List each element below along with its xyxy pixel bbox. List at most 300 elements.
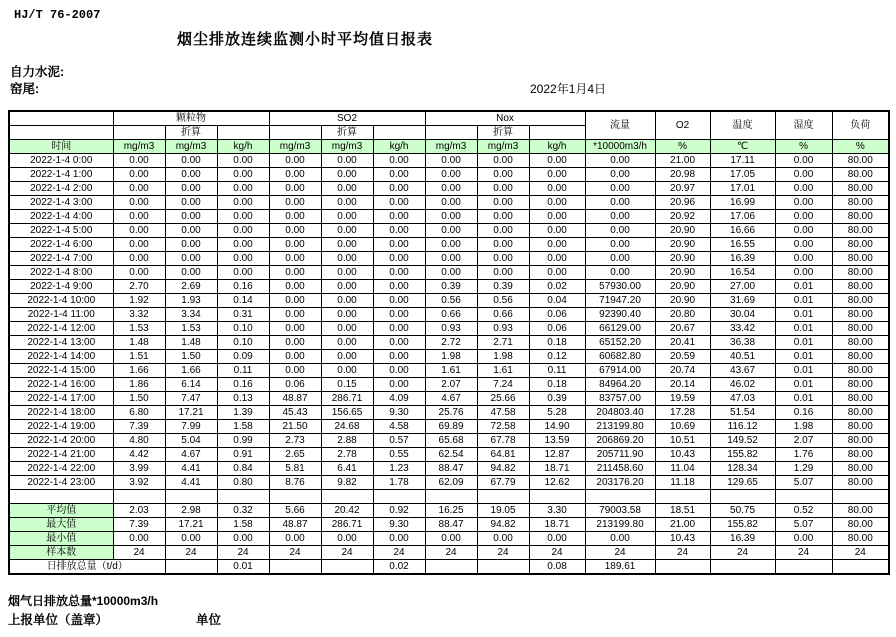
value-cell: 0.00: [113, 196, 165, 210]
value-cell: 62.09: [425, 476, 477, 490]
value-cell: 80.00: [832, 280, 889, 294]
value-cell: 20.90: [655, 280, 710, 294]
empty-cell: [832, 490, 889, 504]
value-cell: 0.00: [477, 182, 529, 196]
value-cell: 1.93: [165, 294, 217, 308]
unit-header: kg/h: [529, 140, 585, 154]
value-cell: 80.00: [832, 434, 889, 448]
value-cell: [321, 560, 373, 575]
value-cell: 206869.20: [585, 434, 655, 448]
value-cell: 0.00: [113, 210, 165, 224]
unit-header: mg/m3: [165, 140, 217, 154]
value-cell: 0.00: [373, 322, 425, 336]
value-cell: 204803.40: [585, 406, 655, 420]
value-cell: 47.58: [477, 406, 529, 420]
value-cell: 0.01: [775, 378, 832, 392]
value-cell: 0.00: [775, 154, 832, 168]
value-cell: 79003.58: [585, 504, 655, 518]
time-cell: 2022-1-4 11:00: [9, 308, 113, 322]
value-cell: 0.00: [775, 532, 832, 546]
value-cell: 0.00: [529, 224, 585, 238]
unit-header: *10000m3/h: [585, 140, 655, 154]
value-cell: 20.90: [655, 238, 710, 252]
value-cell: 30.04: [710, 308, 775, 322]
value-cell: 13.59: [529, 434, 585, 448]
value-cell: 0.00: [529, 532, 585, 546]
value-cell: 27.00: [710, 280, 775, 294]
value-cell: 0.00: [585, 238, 655, 252]
col-header-temp: 温度: [710, 111, 775, 140]
table-row: [9, 280, 889, 294]
value-cell: 80.00: [832, 476, 889, 490]
value-cell: 10.43: [655, 532, 710, 546]
value-cell: 33.42: [710, 322, 775, 336]
value-cell: 4.41: [165, 462, 217, 476]
table-row: [9, 336, 889, 350]
value-cell: 20.80: [655, 308, 710, 322]
value-cell: 0.00: [529, 210, 585, 224]
value-cell: 51.54: [710, 406, 775, 420]
value-cell: 0.31: [217, 308, 269, 322]
doc-code: HJ/T 76-2007: [14, 8, 101, 22]
value-cell: 0.00: [113, 182, 165, 196]
value-cell: 0.00: [217, 532, 269, 546]
value-cell: 0.08: [529, 560, 585, 575]
value-cell: 67.78: [477, 434, 529, 448]
value-cell: 0.01: [217, 560, 269, 575]
value-cell: 20.98: [655, 168, 710, 182]
value-cell: 25.66: [477, 392, 529, 406]
summary-label-cell: 最小值: [9, 532, 113, 546]
table-row: [9, 434, 889, 448]
value-cell: 94.82: [477, 518, 529, 532]
spacer-cell: [9, 126, 113, 140]
empty-cell: [269, 490, 321, 504]
value-cell: 48.87: [269, 392, 321, 406]
value-cell: 0.00: [425, 154, 477, 168]
time-cell: 2022-1-4 14:00: [9, 350, 113, 364]
value-cell: 20.90: [655, 266, 710, 280]
value-cell: 0.00: [217, 224, 269, 238]
value-cell: 2.69: [165, 280, 217, 294]
value-cell: [655, 560, 710, 575]
value-cell: 0.00: [529, 238, 585, 252]
summary-row: [9, 518, 889, 532]
value-cell: 0.13: [217, 392, 269, 406]
value-cell: 0.00: [113, 238, 165, 252]
value-cell: 80.00: [832, 350, 889, 364]
time-cell: 2022-1-4 6:00: [9, 238, 113, 252]
value-cell: 21.50: [269, 420, 321, 434]
value-cell: 2.71: [477, 336, 529, 350]
time-cell: 2022-1-4 18:00: [9, 406, 113, 420]
value-cell: 0.16: [217, 280, 269, 294]
table-row: [9, 252, 889, 266]
value-cell: 0.00: [373, 210, 425, 224]
value-cell: 0.00: [269, 350, 321, 364]
summary-label-cell: 最大值: [9, 518, 113, 532]
value-cell: 0.00: [321, 224, 373, 238]
empty-cell: [425, 490, 477, 504]
value-cell: 31.69: [710, 294, 775, 308]
value-cell: 0.84: [217, 462, 269, 476]
table-row: [9, 210, 889, 224]
value-cell: 11.18: [655, 476, 710, 490]
value-cell: 1.61: [477, 364, 529, 378]
value-cell: 1.86: [113, 378, 165, 392]
value-cell: 0.01: [775, 392, 832, 406]
value-cell: 0.00: [373, 266, 425, 280]
value-cell: 1.58: [217, 420, 269, 434]
value-cell: 80.00: [832, 406, 889, 420]
table-row: [9, 378, 889, 392]
empty-cell: [655, 490, 710, 504]
empty-cell: [9, 490, 113, 504]
value-cell: 0.00: [113, 266, 165, 280]
value-cell: 40.51: [710, 350, 775, 364]
value-cell: 211458.60: [585, 462, 655, 476]
value-cell: 0.00: [321, 210, 373, 224]
summary-row: [9, 546, 889, 560]
spacer-cell: [425, 126, 477, 140]
value-cell: 3.30: [529, 504, 585, 518]
value-cell: 0.91: [217, 448, 269, 462]
value-cell: 0.99: [217, 434, 269, 448]
table-row: [9, 448, 889, 462]
value-cell: 24: [321, 546, 373, 560]
value-cell: 24: [710, 546, 775, 560]
value-cell: 80.00: [832, 308, 889, 322]
table-row: [9, 364, 889, 378]
value-cell: 0.00: [321, 196, 373, 210]
value-cell: 0.00: [269, 280, 321, 294]
value-cell: 16.54: [710, 266, 775, 280]
time-cell: 2022-1-4 16:00: [9, 378, 113, 392]
value-cell: 7.39: [113, 420, 165, 434]
spacer-cell: [269, 126, 321, 140]
value-cell: 71947.20: [585, 294, 655, 308]
value-cell: 0.00: [165, 266, 217, 280]
value-cell: [710, 560, 775, 575]
value-cell: 5.28: [529, 406, 585, 420]
value-cell: 6.14: [165, 378, 217, 392]
value-cell: 0.00: [585, 252, 655, 266]
value-cell: 0.00: [373, 196, 425, 210]
value-cell: 72.58: [477, 420, 529, 434]
value-cell: 5.07: [775, 476, 832, 490]
value-cell: 0.00: [775, 238, 832, 252]
value-cell: 0.00: [425, 252, 477, 266]
col-header-flow: 流量: [585, 111, 655, 140]
daily-total-row: [9, 560, 889, 575]
value-cell: 0.39: [529, 392, 585, 406]
value-cell: 88.47: [425, 462, 477, 476]
value-cell: 0.00: [269, 266, 321, 280]
value-cell: 0.00: [775, 196, 832, 210]
value-cell: 24: [217, 546, 269, 560]
value-cell: 1.39: [217, 406, 269, 420]
value-cell: 0.00: [269, 210, 321, 224]
company-label: 自力水泥:: [10, 65, 65, 79]
value-cell: 0.00: [477, 196, 529, 210]
value-cell: 62.54: [425, 448, 477, 462]
spacer-cell: [373, 126, 425, 140]
value-cell: 1.48: [165, 336, 217, 350]
value-cell: 2.65: [269, 448, 321, 462]
value-cell: 0.01: [775, 364, 832, 378]
value-cell: 94.82: [477, 462, 529, 476]
value-cell: 20.90: [655, 224, 710, 238]
value-cell: 80.00: [832, 196, 889, 210]
value-cell: 0.00: [269, 252, 321, 266]
value-cell: 203176.20: [585, 476, 655, 490]
value-cell: 8.76: [269, 476, 321, 490]
value-cell: 0.92: [373, 504, 425, 518]
value-cell: 0.00: [775, 210, 832, 224]
value-cell: 20.90: [655, 294, 710, 308]
table-row: [9, 168, 889, 182]
value-cell: 0.18: [529, 378, 585, 392]
unit-header: mg/m3: [477, 140, 529, 154]
time-cell: 2022-1-4 21:00: [9, 448, 113, 462]
value-cell: [425, 560, 477, 575]
empty-cell: [710, 490, 775, 504]
value-cell: 0.00: [477, 238, 529, 252]
value-cell: 0.14: [217, 294, 269, 308]
value-cell: [269, 560, 321, 575]
table-row: [9, 238, 889, 252]
value-cell: 0.00: [217, 168, 269, 182]
time-cell: 2022-1-4 0:00: [9, 154, 113, 168]
value-cell: 0.01: [775, 280, 832, 294]
value-cell: 0.00: [775, 182, 832, 196]
value-cell: 0.00: [477, 168, 529, 182]
time-cell: 2022-1-4 3:00: [9, 196, 113, 210]
spacer-cell: [217, 126, 269, 140]
value-cell: 19.59: [655, 392, 710, 406]
value-cell: 20.59: [655, 350, 710, 364]
value-cell: [775, 560, 832, 575]
value-cell: 1.78: [373, 476, 425, 490]
value-cell: 3.92: [113, 476, 165, 490]
empty-cell: [775, 490, 832, 504]
value-cell: 0.00: [321, 308, 373, 322]
time-cell: 2022-1-4 15:00: [9, 364, 113, 378]
unit-header: kg/h: [373, 140, 425, 154]
value-cell: 1.53: [165, 322, 217, 336]
value-cell: 80.00: [832, 210, 889, 224]
value-cell: 0.11: [529, 364, 585, 378]
value-cell: 80.00: [832, 224, 889, 238]
value-cell: 0.00: [775, 168, 832, 182]
value-cell: 1.48: [113, 336, 165, 350]
time-cell: 2022-1-4 8:00: [9, 266, 113, 280]
value-cell: 4.42: [113, 448, 165, 462]
value-cell: 149.52: [710, 434, 775, 448]
value-cell: 6.80: [113, 406, 165, 420]
value-cell: 0.32: [217, 504, 269, 518]
unit-header: %: [775, 140, 832, 154]
value-cell: 1.50: [165, 350, 217, 364]
value-cell: 25.76: [425, 406, 477, 420]
value-cell: 0.01: [775, 322, 832, 336]
time-header-spacer: [9, 111, 113, 126]
value-cell: 65.68: [425, 434, 477, 448]
value-cell: 0.00: [217, 210, 269, 224]
value-cell: 17.21: [165, 518, 217, 532]
value-cell: 0.55: [373, 448, 425, 462]
value-cell: 0.00: [321, 238, 373, 252]
time-cell: 2022-1-4 22:00: [9, 462, 113, 476]
value-cell: [477, 560, 529, 575]
value-cell: 0.00: [585, 168, 655, 182]
value-cell: 46.02: [710, 378, 775, 392]
value-cell: 14.90: [529, 420, 585, 434]
value-cell: 24: [425, 546, 477, 560]
value-cell: 4.58: [373, 420, 425, 434]
value-cell: 0.00: [477, 154, 529, 168]
value-cell: 1.98: [775, 420, 832, 434]
spacer-cell: [529, 126, 585, 140]
value-cell: 0.00: [113, 154, 165, 168]
time-cell: 2022-1-4 13:00: [9, 336, 113, 350]
value-cell: 2.07: [425, 378, 477, 392]
value-cell: 0.00: [529, 168, 585, 182]
value-cell: 0.00: [165, 168, 217, 182]
value-cell: 3.99: [113, 462, 165, 476]
empty-cell: [373, 490, 425, 504]
unit-header: mg/m3: [425, 140, 477, 154]
header-row-groups: [9, 111, 889, 126]
value-cell: 0.00: [775, 224, 832, 238]
value-cell: 0.00: [775, 252, 832, 266]
page-title: 烟尘排放连续监测小时平均值日报表: [176, 31, 433, 48]
empty-cell: [321, 490, 373, 504]
value-cell: 24.68: [321, 420, 373, 434]
value-cell: 10.51: [655, 434, 710, 448]
empty-cell: [585, 490, 655, 504]
value-cell: 0.56: [477, 294, 529, 308]
value-cell: 0.10: [217, 322, 269, 336]
value-cell: 0.09: [217, 350, 269, 364]
daily-total-label: 日排放总量（t/d）: [9, 560, 165, 575]
col-header-pm: 颗粒物: [113, 111, 269, 126]
value-cell: 80.00: [832, 364, 889, 378]
value-cell: 2.72: [425, 336, 477, 350]
value-cell: 1.92: [113, 294, 165, 308]
table-row: [9, 294, 889, 308]
value-cell: 24: [585, 546, 655, 560]
value-cell: 6.41: [321, 462, 373, 476]
value-cell: 0.00: [269, 336, 321, 350]
value-cell: 5.81: [269, 462, 321, 476]
value-cell: 0.10: [217, 336, 269, 350]
value-cell: 0.00: [321, 280, 373, 294]
col-header-load: 负荷: [832, 111, 889, 140]
value-cell: 0.00: [321, 252, 373, 266]
value-cell: 0.00: [269, 196, 321, 210]
value-cell: 0.18: [529, 336, 585, 350]
table-row: [9, 476, 889, 490]
value-cell: 20.14: [655, 378, 710, 392]
value-cell: 20.42: [321, 504, 373, 518]
time-cell: 2022-1-4 20:00: [9, 434, 113, 448]
value-cell: 0.02: [373, 560, 425, 575]
value-cell: 2.07: [775, 434, 832, 448]
value-cell: 1.98: [425, 350, 477, 364]
value-cell: 0.00: [477, 210, 529, 224]
col-header-humidity: 湿度: [775, 111, 832, 140]
value-cell: 10.43: [655, 448, 710, 462]
value-cell: 0.00: [373, 294, 425, 308]
value-cell: 0.80: [217, 476, 269, 490]
value-cell: 1.50: [113, 392, 165, 406]
value-cell: 0.00: [373, 182, 425, 196]
value-cell: 0.00: [477, 266, 529, 280]
table-row: [9, 392, 889, 406]
value-cell: 20.92: [655, 210, 710, 224]
value-cell: 7.39: [113, 518, 165, 532]
value-cell: 80.00: [832, 322, 889, 336]
value-cell: 0.00: [529, 182, 585, 196]
report-date: 2022年1月4日: [530, 82, 607, 96]
value-cell: 0.06: [529, 322, 585, 336]
value-cell: 0.06: [529, 308, 585, 322]
value-cell: 18.51: [655, 504, 710, 518]
value-cell: 0.00: [373, 308, 425, 322]
value-cell: 0.39: [477, 280, 529, 294]
value-cell: 0.00: [477, 224, 529, 238]
value-cell: 0.00: [775, 266, 832, 280]
value-cell: 36.38: [710, 336, 775, 350]
value-cell: 20.67: [655, 322, 710, 336]
empty-cell: [477, 490, 529, 504]
unit-header: %: [832, 140, 889, 154]
value-cell: 17.01: [710, 182, 775, 196]
unit-header: mg/m3: [321, 140, 373, 154]
value-cell: 0.00: [217, 196, 269, 210]
value-cell: 0.00: [425, 182, 477, 196]
value-cell: 0.39: [425, 280, 477, 294]
value-cell: 80.00: [832, 392, 889, 406]
time-column-header: 时间: [9, 140, 113, 154]
unit-header: %: [655, 140, 710, 154]
spacer-cell: [113, 126, 165, 140]
time-cell: 2022-1-4 1:00: [9, 168, 113, 182]
value-cell: 0.01: [775, 294, 832, 308]
value-cell: 205711.90: [585, 448, 655, 462]
value-cell: 0.00: [165, 196, 217, 210]
monitoring-table: [8, 110, 890, 575]
time-cell: 2022-1-4 4:00: [9, 210, 113, 224]
value-cell: 116.12: [710, 420, 775, 434]
value-cell: 0.00: [269, 308, 321, 322]
value-cell: 69.89: [425, 420, 477, 434]
value-cell: 0.06: [269, 378, 321, 392]
value-cell: 0.00: [585, 224, 655, 238]
value-cell: 24: [775, 546, 832, 560]
value-cell: 0.00: [373, 154, 425, 168]
value-cell: 129.65: [710, 476, 775, 490]
pm-converted-header: 折算: [165, 126, 217, 140]
value-cell: 0.00: [373, 238, 425, 252]
value-cell: 1.53: [113, 322, 165, 336]
value-cell: 1.66: [165, 364, 217, 378]
value-cell: 0.16: [775, 406, 832, 420]
value-cell: 80.00: [832, 448, 889, 462]
value-cell: 2.03: [113, 504, 165, 518]
value-cell: 1.66: [113, 364, 165, 378]
